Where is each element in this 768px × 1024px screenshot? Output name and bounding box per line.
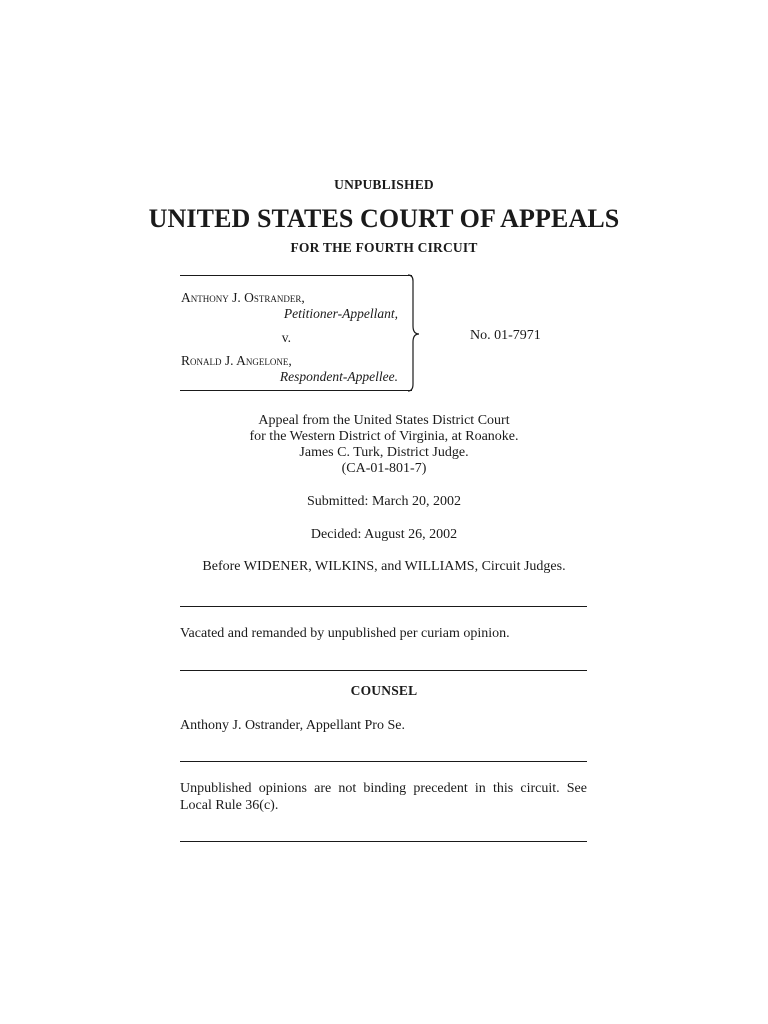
appeal-line-3: James C. Turk, District Judge. [299,445,469,460]
respondent-role: Respondent-Appellee. [279,369,398,384]
circuit-subtitle: FOR THE FOURTH CIRCUIT [290,240,478,255]
appeal-line-1: Appeal from the United States District Court [258,413,510,428]
divider [180,606,587,607]
caption-bottom-rule [180,390,412,391]
court-title: UNITED STATES COURT OF APPEALS [148,204,620,233]
petitioner-role: Petitioner-Appellant, [283,306,398,321]
counsel-heading: COUNSEL [350,683,418,698]
panel-judges: Before WIDENER, WILKINS, and WILLIAMS, Circuit Judges. [202,559,566,574]
caption-top-rule [180,275,412,276]
decided-date: Decided: August 26, 2002 [310,527,458,542]
docket-number: No. 01-7971 [470,328,541,343]
caption-brace [400,274,424,394]
divider [180,761,587,762]
appeal-line-4: (CA-01-801-7) [341,461,427,476]
unpublished-label: UNPUBLISHED [334,177,434,192]
versus-label: v. [281,330,291,345]
appeal-line-2: for the Western District of Virginia, at Roanoke. [249,429,519,444]
precedent-notice: Unpublished opinions are not binding precedent in this circuit. See Local Rule 36(c). [180,781,587,813]
divider [180,670,587,671]
petitioner-name: Anthony J. Ostrander, [181,290,305,305]
counsel-text: Anthony J. Ostrander, Appellant Pro Se. [180,718,405,733]
submitted-date: Submitted: March 20, 2002 [307,494,461,509]
divider [180,841,587,842]
disposition-text: Vacated and remanded by unpublished per curiam opinion. [180,626,510,641]
respondent-name: Ronald J. Angelone, [181,353,292,368]
